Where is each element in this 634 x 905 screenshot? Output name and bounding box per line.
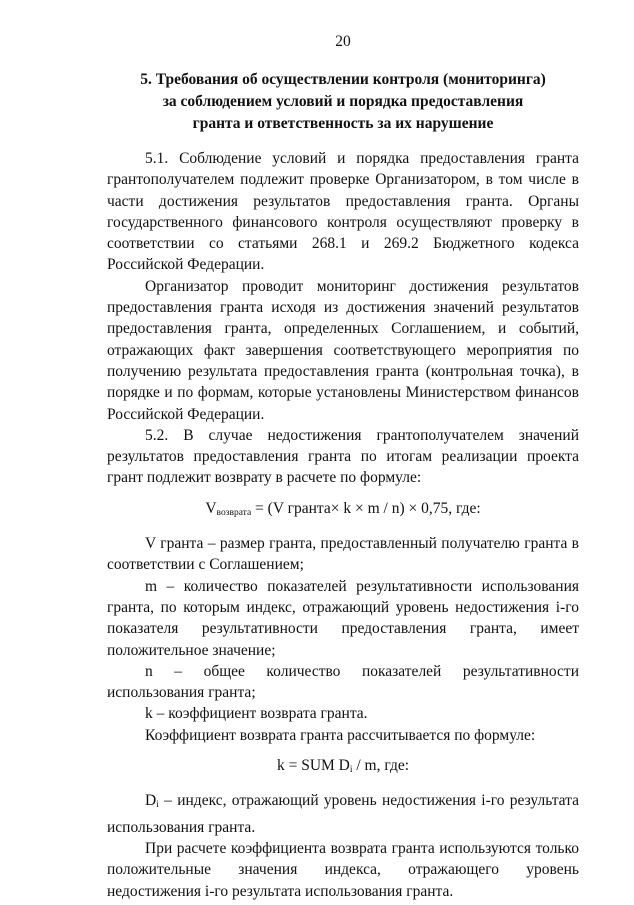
paragraph-5-1: 5.1. Соблюдение условий и порядка предоставления гранта грантополучателем подлежит проверке Организатором, в том числе в части достижения результатов предоставления гранта. Органы государственного финансового контроля осуществляют проверку в соответствии со статьями 268.1 и 269.2 Бюджетного кодекса Российской Федерации.: [107, 150, 579, 274]
section-title-line-3: гранта и ответственность за их нарушение: [192, 115, 494, 132]
section-title-line-1: 5. Требования об осуществлении контроля (мониторинга): [140, 71, 546, 88]
paragraph-coefficient-intro: Коэффициент возврата гранта рассчитывается по формуле:: [145, 726, 536, 744]
paragraph-positive-values: При расчете коэффициента возврата гранта используются только положительные значения индекса, отражающего уровень недостижения i-го результата использования гранта.: [107, 839, 579, 900]
paragraph-5-2: 5.2. В случае недостижения грантополучателем значений результатов предоставления гранта по итогам реализации проекта грант подлежит возврату в расчете по формуле:: [107, 426, 579, 487]
formula-coefficient-rhs: / m, где:: [352, 757, 410, 775]
section-title: [97, 69, 589, 135]
paragraph-v-grant: V гранта – размер гранта, предоставленный получателю гранта в соответствии с Соглашением;: [107, 535, 579, 574]
formula-coefficient: [107, 755, 579, 781]
formula-coefficient-lhs: k = SUM D: [276, 757, 350, 775]
paragraph-m-definition: m – количество показателей результативности использования гранта, по которым индекс, отражающий уровень недостижения i-го показателя результативности предоставления гранта, имеет положительное значение;: [107, 577, 579, 659]
formula-refund: [107, 498, 579, 524]
di-symbol: D: [145, 792, 157, 810]
document-body: [107, 148, 579, 902]
formula-coefficient-lhs-sub: i: [349, 765, 353, 776]
paragraph-di-definition: [107, 790, 579, 838]
formula-refund-lhs-sub: возврата: [216, 507, 252, 518]
formula-refund-lhs: V: [205, 499, 217, 517]
page-number: 20: [335, 33, 351, 50]
di-subscript: i: [156, 800, 159, 811]
formula-refund-rhs: = (V гранта× k × m / n) × 0,75, где:: [251, 499, 481, 517]
paragraph-n-definition: n – общее количество показателей результативности использования гранта;: [107, 662, 579, 702]
paragraph-monitoring: Организатор проводит мониторинг достижения результатов предоставления гранта исходя из достижения значений результатов предоставления гранта, определенных Соглашением, и событий, отражающих факт завершения соответствующего мероприятия по получению результата предоставления гранта (контрольная точка), в порядке и по формам, которые установлены Министерством финансов Российской Федерации.: [107, 277, 579, 423]
di-definition-text: – индекс, отражающий уровень недостижения i-го результата использования гранта.: [107, 792, 579, 836]
paragraph-k-definition: k – коэффициент возврата гранта.: [145, 705, 368, 723]
section-title-line-2: за соблюдением условий и порядка предоставления: [162, 93, 524, 110]
